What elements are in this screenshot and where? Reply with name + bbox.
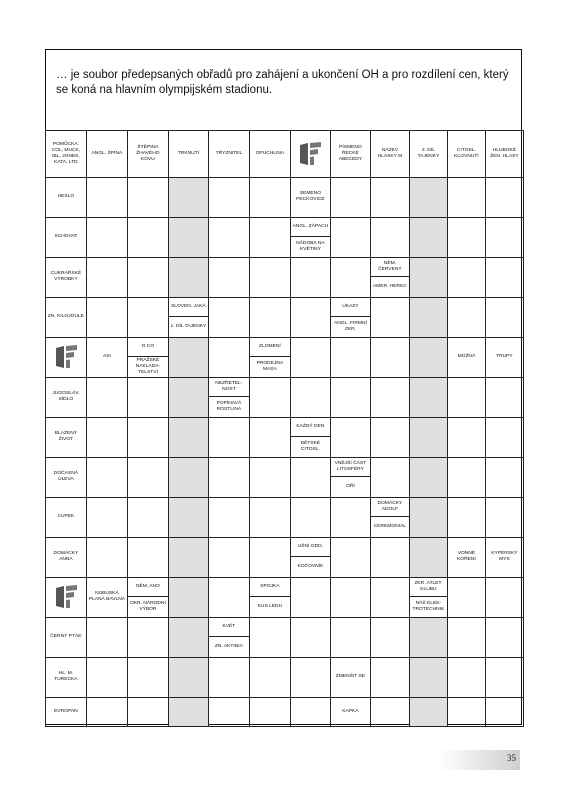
header-label: TRKNUTÍ — [177, 150, 199, 156]
answer-cell — [290, 337, 331, 378]
clue-text: SEMENO PECKOVICE — [296, 191, 325, 203]
answer-cell — [249, 217, 291, 258]
answer-cell — [447, 217, 486, 258]
answer-cell — [447, 577, 486, 618]
clue-text: MOŽNÁ — [457, 354, 476, 360]
row-label: ZN. KILOJOULE — [47, 314, 84, 320]
clue-text: VNĚJŠÍ ČÁST LITOSFÉRY — [331, 458, 370, 477]
header-label: HLUBOKÉ ŽEN. HLASY — [490, 147, 519, 159]
answer-cell — [86, 217, 128, 258]
clue-cell — [249, 337, 291, 378]
answer-cell-shaded — [409, 617, 448, 658]
clue-cell — [330, 457, 371, 498]
answer-cell — [485, 377, 524, 418]
answer-cell — [208, 457, 250, 498]
answer-cell — [127, 177, 169, 218]
answer-cell — [330, 537, 371, 578]
clue-text: ZMENŠIT SE — [335, 674, 366, 680]
answer-cell — [330, 617, 371, 658]
clue-cell — [330, 657, 371, 698]
answer-cell — [86, 177, 128, 218]
answer-cell — [127, 257, 169, 298]
clue-text: AMER. HEREC — [372, 284, 407, 290]
answer-cell — [330, 177, 371, 218]
page-number-box — [438, 750, 520, 770]
row-label: CUKRÁŘSKÉ VÝROBKY — [50, 271, 82, 283]
answer-cell — [127, 217, 169, 258]
answer-cell — [127, 537, 169, 578]
answer-cell — [370, 177, 410, 218]
answer-cell — [485, 577, 524, 618]
header-label: CITOSL. KLOVNUTÍ — [454, 147, 479, 159]
answer-cell — [370, 577, 410, 618]
clue-text: ÚKAZY — [331, 298, 370, 317]
crossword-grid — [45, 130, 523, 726]
grid-cell — [45, 577, 87, 618]
answer-cell-shaded — [168, 497, 209, 538]
clue-cell — [208, 377, 250, 418]
answer-cell — [485, 457, 524, 498]
grid-cell — [45, 417, 87, 458]
puzzle-title: … je soubor předepsaných obřadů pro zahájení a ukončení OH a pro rozdílení cen, který se koná na hlavním olympijském stadionu. — [56, 69, 509, 96]
answer-cell — [127, 657, 169, 698]
page-number: 35 — [507, 753, 516, 763]
row-label: SCHOVAT — [54, 234, 78, 240]
answer-cell — [249, 497, 291, 538]
answer-cell — [447, 497, 486, 538]
row-label: DOČASNÁ ÚLEVA — [53, 471, 78, 483]
crossword-logo-icon — [53, 584, 79, 610]
answer-cell — [330, 337, 371, 378]
answer-cell — [208, 537, 250, 578]
clue-cell — [409, 577, 448, 618]
clue-text: SPOJKA — [250, 578, 290, 597]
answer-cell — [447, 417, 486, 458]
answer-cell — [249, 177, 291, 218]
answer-cell — [208, 417, 250, 458]
answer-cell — [447, 697, 486, 727]
answer-cell — [249, 417, 291, 458]
clue-text: ZLOMENÍ — [250, 338, 290, 357]
answer-cell-shaded — [168, 617, 209, 658]
answer-cell — [330, 377, 371, 418]
answer-cell — [127, 457, 169, 498]
clue-cell — [330, 297, 371, 338]
answer-cell-shaded — [409, 657, 448, 698]
answer-cell — [86, 457, 128, 498]
clue-text: NĚM. ANO — [128, 578, 168, 597]
answer-cell — [447, 297, 486, 338]
answer-cell — [127, 377, 169, 418]
answer-cell — [330, 257, 371, 298]
clue-cell — [370, 257, 410, 298]
answer-cell — [86, 417, 128, 458]
header-cell — [370, 130, 410, 178]
answer-cell — [86, 537, 128, 578]
answer-cell-shaded — [168, 417, 209, 458]
answer-cell-shaded — [168, 177, 209, 218]
answer-cell — [447, 617, 486, 658]
clue-cell — [127, 337, 169, 378]
answer-cell — [447, 377, 486, 418]
answer-cell-shaded — [409, 377, 448, 418]
header-label: 2. DÍL TAJENKY — [417, 147, 440, 159]
clue-text: DĚTSKÉ CITOSL. — [300, 441, 321, 453]
answer-cell — [290, 697, 331, 727]
grid-cell — [45, 697, 87, 727]
answer-cell — [127, 417, 169, 458]
answer-cell — [485, 177, 524, 218]
answer-cell-shaded — [409, 417, 448, 458]
header-cell — [45, 130, 87, 178]
grid-cell — [45, 537, 87, 578]
answer-cell — [370, 217, 410, 258]
answer-cell — [447, 457, 486, 498]
clue-text: NĚM. ČERVENÝ — [371, 258, 409, 277]
answer-cell-shaded — [168, 377, 209, 418]
header-label: PÍSMENO ŘECKÉ ABECEDY — [338, 144, 363, 162]
header-cell — [409, 130, 448, 178]
clue-text: TRUPY — [496, 354, 513, 360]
grid-cell — [45, 617, 87, 658]
answer-cell — [370, 537, 410, 578]
answer-cell — [127, 697, 169, 727]
clue-text: PRODEJNA MASA — [256, 361, 284, 373]
clue-cell — [290, 217, 331, 258]
clue-text: KVĚT — [209, 618, 249, 637]
clue-text: NÚBUSKÁ PLANÁ BAVLNA — [88, 591, 126, 603]
answer-cell — [127, 497, 169, 538]
clue-cell — [127, 577, 169, 618]
crossword-logo-icon — [297, 141, 323, 167]
answer-cell — [370, 417, 410, 458]
clue-cell — [447, 337, 486, 378]
row-label: HESLO — [57, 194, 75, 200]
clue-text: ANGL. FIRMNÍ ZKR. — [333, 321, 367, 333]
clue-text: PRAŽSKÉ NAKLADA-TELSTVÍ — [135, 358, 161, 376]
answer-cell — [330, 497, 371, 538]
answer-cell — [370, 697, 410, 727]
clue-cell — [290, 177, 331, 218]
answer-cell — [208, 217, 250, 258]
clue-cell — [370, 497, 410, 538]
answer-cell — [249, 537, 291, 578]
clue-text: O CO — [128, 338, 168, 357]
clue-cell — [168, 297, 209, 338]
clue-text: OKR. NÁRODNÍ VÝBOR — [129, 601, 166, 613]
answer-cell — [249, 657, 291, 698]
answer-cell — [86, 497, 128, 538]
answer-cell — [485, 297, 524, 338]
clue-text: NÁŠ ELEK-TROTECHNIK — [412, 601, 445, 613]
answer-cell — [249, 297, 291, 338]
answer-cell — [86, 697, 128, 727]
answer-cell-shaded — [168, 657, 209, 698]
answer-cell — [330, 217, 371, 258]
header-label: ANGL. ŠPÍNA — [91, 150, 123, 156]
clue-text: KYPERSKÝ MYS — [491, 551, 518, 563]
answer-cell — [370, 657, 410, 698]
answer-cell — [86, 617, 128, 658]
answer-cell-shaded — [409, 537, 448, 578]
row-label: EVROPAN — [54, 708, 78, 714]
answer-cell — [485, 617, 524, 658]
header-cell — [249, 130, 291, 178]
row-label: ČERNÝ PTÁK — [50, 634, 82, 640]
header-label: ŠTĚPINA ŽHAVÉHO KOVU — [136, 144, 160, 162]
answer-cell-shaded — [409, 217, 448, 258]
row-label: HL. M. TURECKA — [54, 671, 78, 683]
clue-cell — [447, 537, 486, 578]
grid-cell — [45, 457, 87, 498]
answer-cell — [370, 617, 410, 658]
clue-text: ANGL. ZÁPACH — [291, 218, 330, 237]
clue-cell — [330, 697, 371, 727]
answer-cell — [485, 217, 524, 258]
clue-text: POPÍNAVÁ ROSTLINA — [216, 401, 242, 413]
row-label: CUPEK — [57, 514, 75, 520]
answer-cell — [208, 697, 250, 727]
header-label: TŘYZNITEL — [215, 150, 243, 156]
clue-text: VONNÉ KOŘENÍ — [457, 551, 476, 563]
answer-cell — [290, 497, 331, 538]
header-cell — [208, 130, 250, 178]
answer-cell-shaded — [168, 537, 209, 578]
answer-cell — [330, 417, 371, 458]
answer-cell — [485, 657, 524, 698]
answer-cell — [330, 577, 371, 618]
header-cell — [290, 130, 331, 178]
answer-cell-shaded — [409, 457, 448, 498]
answer-cell — [370, 337, 410, 378]
answer-cell — [290, 257, 331, 298]
answer-cell — [127, 617, 169, 658]
answer-cell — [370, 297, 410, 338]
header-cell — [447, 130, 486, 178]
answer-cell — [208, 177, 250, 218]
answer-cell-shaded — [168, 697, 209, 727]
answer-cell — [485, 697, 524, 727]
clue-text: UŠNÍ ODD. — [291, 538, 330, 557]
clue-text: DOMÁCKY ADOLF — [371, 498, 409, 517]
answer-cell-shaded — [168, 337, 209, 378]
answer-cell-shaded — [409, 297, 448, 338]
answer-cell — [127, 297, 169, 338]
row-label: DOMÁCKY ANNA — [53, 551, 79, 563]
answer-cell — [370, 457, 410, 498]
grid-cell — [45, 297, 87, 338]
answer-cell — [86, 657, 128, 698]
answer-cell-shaded — [168, 217, 209, 258]
header-label: NÁZEV HLÁSKY M — [377, 147, 403, 159]
answer-cell — [290, 617, 331, 658]
grid-cell — [45, 177, 87, 218]
crossword-sheet — [45, 49, 522, 725]
grid-cell — [45, 257, 87, 298]
answer-cell-shaded — [168, 257, 209, 298]
answer-cell — [249, 377, 291, 418]
answer-cell — [208, 337, 250, 378]
clue-text: ZN. AKTINIA — [214, 644, 243, 650]
answer-cell — [290, 457, 331, 498]
header-label: OPUCHLINA — [255, 150, 285, 156]
clue-text: NEZŘETEL-NOST — [209, 378, 249, 397]
answer-cell — [290, 377, 331, 418]
grid-cell — [45, 217, 87, 258]
answer-cell-shaded — [409, 257, 448, 298]
clue-text: ASI — [102, 354, 111, 360]
answer-cell — [447, 657, 486, 698]
clue-text: OŘÍ — [346, 484, 355, 490]
answer-cell — [249, 257, 291, 298]
answer-cell — [208, 257, 250, 298]
answer-cell — [249, 697, 291, 727]
answer-cell-shaded — [168, 577, 209, 618]
clue-text: CEREMONIÁL — [373, 524, 407, 530]
clue-text: KOČOVNÍK — [297, 564, 324, 570]
grid-cell — [45, 497, 87, 538]
answer-cell-shaded — [409, 497, 448, 538]
row-label: BLAŽENÝ ŽIVOT — [54, 431, 78, 443]
clue-cell — [290, 417, 331, 458]
clue-text: KAŽDÝ DEN — [291, 418, 330, 437]
clue-cell — [86, 577, 128, 618]
clue-cell — [485, 337, 524, 378]
grid-cell — [45, 657, 87, 698]
header-cell — [86, 130, 128, 178]
header-cell — [168, 130, 209, 178]
answer-cell — [447, 177, 486, 218]
clue-cell — [86, 337, 128, 378]
answer-cell — [290, 297, 331, 338]
clue-cell — [485, 537, 524, 578]
answer-cell — [249, 457, 291, 498]
clue-cell — [249, 577, 291, 618]
answer-cell — [485, 257, 524, 298]
answer-cell-shaded — [409, 337, 448, 378]
grid-cell — [45, 377, 87, 418]
clue-text: NÁDOBA NA KVĚTINY — [296, 241, 325, 253]
header-cell — [127, 130, 169, 178]
answer-cell — [290, 577, 331, 618]
clue-text: ZKR. ATLET. KLUBU — [410, 578, 447, 597]
clue-cell — [290, 537, 331, 578]
answer-cell — [208, 657, 250, 698]
clue-text: KUS LEDU — [257, 604, 283, 610]
answer-cell — [86, 257, 128, 298]
answer-cell — [86, 297, 128, 338]
clue-cell — [208, 617, 250, 658]
answer-cell — [485, 417, 524, 458]
answer-cell-shaded — [409, 697, 448, 727]
header-cell — [485, 130, 524, 178]
clue-text: KAPKA — [342, 708, 359, 714]
crossword-logo-icon — [53, 344, 79, 370]
clue-text: SLOVEN. JAKÁ — [169, 298, 208, 317]
answer-cell — [208, 577, 250, 618]
header-label: POMŮCKA: COL, MUCK, IBL, JONES, KATA, LTD — [51, 141, 81, 165]
answer-cell — [249, 617, 291, 658]
answer-cell-shaded — [168, 457, 209, 498]
grid-cell — [45, 337, 87, 378]
clue-text: 1. DÍL TAJENKY — [170, 324, 207, 330]
row-label: JUGOSLÁV. SÍDLO — [52, 391, 80, 403]
answer-cell — [485, 497, 524, 538]
answer-cell — [370, 377, 410, 418]
answer-cell — [208, 497, 250, 538]
answer-cell — [208, 297, 250, 338]
answer-cell-shaded — [409, 177, 448, 218]
answer-cell — [86, 377, 128, 418]
answer-cell — [290, 657, 331, 698]
header-cell — [330, 130, 371, 178]
answer-cell — [447, 257, 486, 298]
